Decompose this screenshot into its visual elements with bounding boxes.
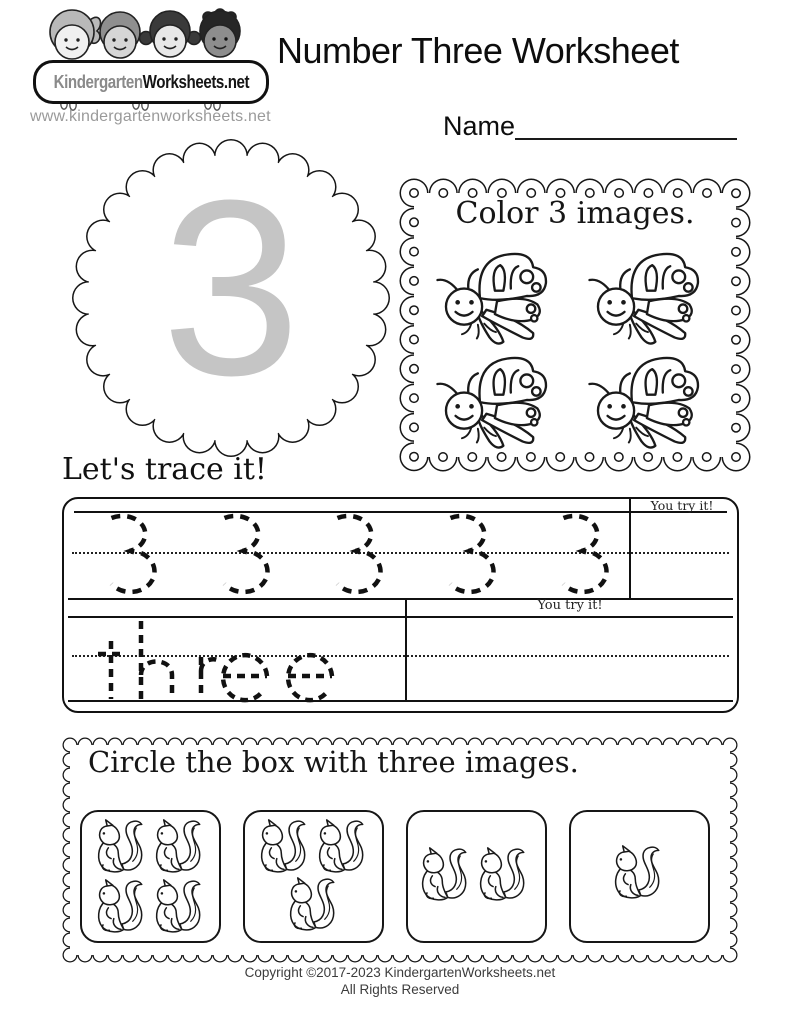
footer-copyright: Copyright ©2017-2023 KindergartenWorksheets.net (244, 965, 556, 980)
butterfly-image[interactable] (437, 358, 546, 448)
trace-panel (62, 497, 739, 713)
squirrel-group-of-1 (571, 812, 708, 941)
butterfly-images-grid[interactable] (425, 240, 735, 455)
logo-brand-worksheets: Worksheets.net (142, 71, 249, 92)
butterfly-image[interactable] (437, 254, 546, 344)
name-field-row (443, 112, 737, 140)
page-title: Number Three Worksheet (277, 30, 679, 71)
logo-banner (33, 60, 269, 104)
big-number-three: 3 (161, 148, 301, 427)
squirrel-group-of-3 (245, 812, 382, 941)
trace-heading: Let's trace it! (62, 452, 267, 487)
website-url: www.kindergartenworksheets.net (30, 108, 271, 125)
footer (0, 964, 800, 998)
circle-activity-title: Circle the box with three images. (88, 745, 579, 779)
butterfly-image[interactable] (589, 254, 698, 344)
choice-box-four-squirrels[interactable] (80, 810, 221, 943)
squirrel-group-of-2 (408, 812, 545, 941)
choice-box-three-squirrels[interactable] (243, 810, 384, 943)
dashed-number-threes[interactable] (74, 513, 626, 599)
logo-brand-kindergarten: Kindergarten (53, 71, 143, 92)
squirrel-group-of-4 (82, 812, 219, 941)
dashed-word-three[interactable] (84, 615, 384, 705)
butterfly-image[interactable] (589, 358, 698, 448)
you-try-column-divider (629, 499, 631, 600)
footer-rights: All Rights Reserved (340, 982, 460, 997)
color-activity-title: Color 3 images. (455, 196, 695, 231)
name-input-line[interactable] (515, 114, 737, 140)
choice-box-two-squirrels[interactable] (406, 810, 547, 943)
choice-box-one-squirrel[interactable] (569, 810, 710, 943)
you-try-label-number: You try it! (650, 498, 714, 513)
you-try-label-word: You try it! (537, 598, 603, 613)
word-column-divider (405, 600, 407, 702)
name-label: Name (443, 111, 516, 141)
logo-brand-text (53, 72, 249, 93)
